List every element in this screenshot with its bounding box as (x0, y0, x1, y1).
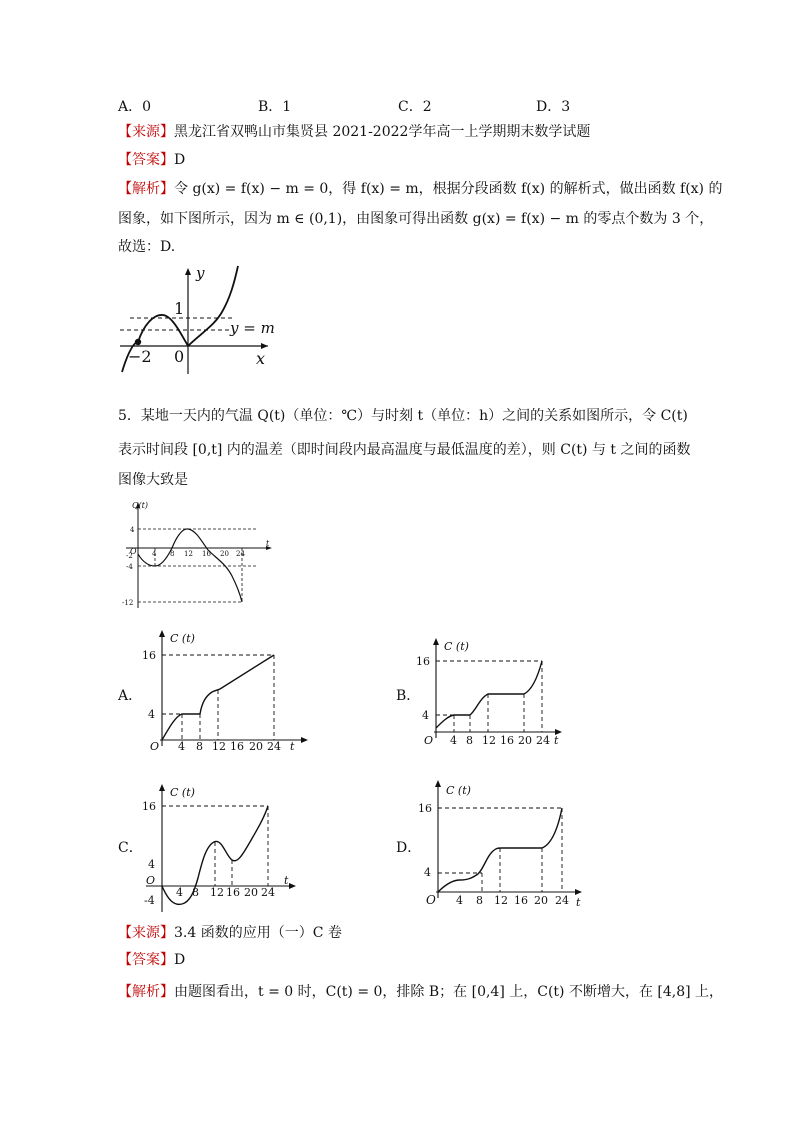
y-tick-neg4: -4 (144, 894, 155, 907)
analysis-text: 令 g(x) = f(x) − m = 0，得 f(x) = m，根据分段函数 f(x) 的解析式，做出函数 f(x) 的 (174, 181, 723, 197)
q-label: Q(t) (132, 501, 149, 510)
c-label: C (t) (170, 786, 195, 799)
t-label: t (290, 740, 295, 752)
label-one: 1 (174, 299, 185, 318)
q4-function-graph (118, 262, 278, 380)
origin: O (146, 874, 156, 887)
x-tick-16: 16 (202, 550, 211, 558)
x-tick-20: 20 (244, 886, 258, 899)
y-tick-4: 4 (130, 526, 135, 534)
x-tick-16: 16 (500, 734, 514, 747)
t-label: t (284, 874, 289, 887)
q4-analysis-line-2: 图象，如下图所示，因为 m ∈ (0,1)，由图象可得出函数 g(x) = f(x) − m 的零点个数为 3 个， (118, 211, 714, 227)
option-d-letter: D． (396, 840, 422, 856)
t-axis-arrow (575, 889, 582, 895)
q5-source-line (118, 923, 342, 943)
answer-tag: 【答案】 (118, 952, 174, 968)
label-y-equals-m: y = m (230, 319, 275, 337)
x-tick-12: 12 (184, 550, 193, 558)
x-tick-16: 16 (226, 886, 240, 899)
x-tick-20: 20 (534, 894, 548, 907)
x-tick-8: 8 (170, 550, 175, 558)
y-tick-neg4: -4 (126, 563, 133, 571)
t-axis-arrow (289, 883, 296, 889)
x-tick-16: 16 (514, 894, 528, 907)
q4-answer-line (118, 150, 185, 170)
answer-tag: 【答案】 (118, 152, 174, 168)
option-b-curve (436, 661, 542, 728)
c-label: C (t) (444, 640, 469, 653)
origin-label: O (130, 547, 137, 556)
q5-temperature-graph (118, 498, 278, 610)
c-axis-arrow (159, 784, 165, 791)
option-a-letter: A． (118, 688, 143, 704)
x-tick-12: 12 (210, 886, 224, 899)
option-b-graph (416, 634, 566, 750)
option-b-letter: B． (396, 688, 421, 704)
c-label: C (t) (170, 632, 195, 645)
y-tick-4: 4 (422, 709, 429, 722)
t-label: t (554, 734, 559, 747)
q4-analysis-line-3: 故选：D. (118, 239, 176, 255)
x-tick-20: 20 (249, 740, 263, 752)
x-tick-4: 4 (152, 550, 157, 558)
source-text: 黑龙江省双鸭山市集贤县 2021-2022学年高一上学期期末数学试题 (174, 124, 591, 140)
c-axis-arrow (159, 630, 165, 637)
source-tag: 【来源】 (118, 124, 174, 140)
y-tick-neg12: -12 (122, 599, 134, 607)
x-tick-8: 8 (192, 886, 199, 899)
y-tick-16: 16 (142, 800, 156, 813)
q5-stem-line-2: 表示时间段 [0,t] 内的温差（即时间段内最高温度与最低温度的差），则 C(t) 与 t 之间的函数 (118, 442, 691, 458)
y-tick-4: 4 (148, 858, 155, 871)
option-d: D．3 (536, 99, 571, 115)
y-tick-16: 16 (418, 802, 432, 815)
y-tick-16: 16 (142, 649, 156, 662)
x-tick-12: 12 (482, 734, 496, 747)
y-tick-4: 4 (424, 866, 431, 879)
c-axis-arrow (433, 638, 439, 645)
q4-analysis-line-1 (118, 179, 722, 199)
option-a: A．0 (118, 99, 152, 115)
label-zero: 0 (174, 347, 185, 366)
x-tick-16: 16 (230, 740, 244, 752)
x-tick-4: 4 (450, 734, 457, 747)
t-label: t (266, 539, 270, 548)
y-tick-4: 4 (148, 708, 155, 721)
option-c-letter: C． (118, 840, 143, 856)
x-tick-24: 24 (555, 894, 569, 907)
point-neg2 (135, 339, 141, 345)
q5-stem-line-1: 5．某地一天内的气温 Q(t)（单位：℃）与时刻 t（单位：h）之间的关系如图所示，令 C(t) (118, 408, 688, 424)
analysis-text: 由题图看出，t = 0 时，C(t) = 0，排除 B；在 [0,4] 上，C(t) 不断增大，在 [4,8] 上， (174, 984, 724, 1000)
x-tick-8: 8 (466, 734, 473, 747)
y-label: y (196, 264, 205, 282)
x-tick-4: 4 (178, 740, 185, 752)
c-label: C (t) (446, 784, 471, 797)
option-a-graph (140, 626, 310, 752)
origin: O (426, 893, 436, 907)
x-tick-24: 24 (236, 550, 245, 558)
x-tick-12: 12 (494, 894, 508, 907)
x-tick-12: 12 (212, 740, 226, 752)
x-tick-24: 24 (261, 886, 275, 899)
t-axis-arrow (301, 737, 308, 743)
x-tick-24: 24 (267, 740, 281, 752)
option-c-graph (140, 780, 302, 918)
x-tick-8: 8 (476, 894, 483, 907)
t-label: t (576, 896, 581, 909)
origin: O (150, 740, 160, 752)
answer-text: D (174, 152, 186, 168)
q5-answer-line (118, 950, 185, 970)
label-neg2: −2 (128, 347, 152, 366)
y-tick-16: 16 (416, 655, 430, 668)
x-tick-20: 20 (518, 734, 532, 747)
option-b: B．1 (258, 99, 292, 115)
source-tag: 【来源】 (118, 925, 174, 941)
answer-text: D (174, 952, 186, 968)
option-d-graph (416, 776, 586, 912)
y-axis-arrow (185, 268, 191, 275)
analysis-tag: 【解析】 (118, 984, 174, 1000)
origin: O (424, 734, 434, 747)
x-tick-8: 8 (196, 740, 203, 752)
c-axis-arrow (435, 780, 441, 787)
analysis-tag: 【解析】 (118, 181, 174, 197)
q5-stem-line-3: 图像大致是 (118, 472, 188, 488)
x-tick-4: 4 (456, 894, 463, 907)
x-tick-20: 20 (220, 550, 229, 558)
temperature-curve (138, 529, 242, 602)
y-tick-neg2: -2 (126, 552, 133, 560)
q4-source-line (118, 122, 590, 142)
source-text: 3.4 函数的应用（一）C 卷 (174, 925, 342, 941)
x-tick-24: 24 (536, 734, 550, 747)
x-label: x (256, 349, 266, 368)
q5-analysis-line-1 (118, 982, 723, 1002)
x-tick-4: 4 (176, 886, 183, 899)
option-c: C．2 (398, 99, 432, 115)
